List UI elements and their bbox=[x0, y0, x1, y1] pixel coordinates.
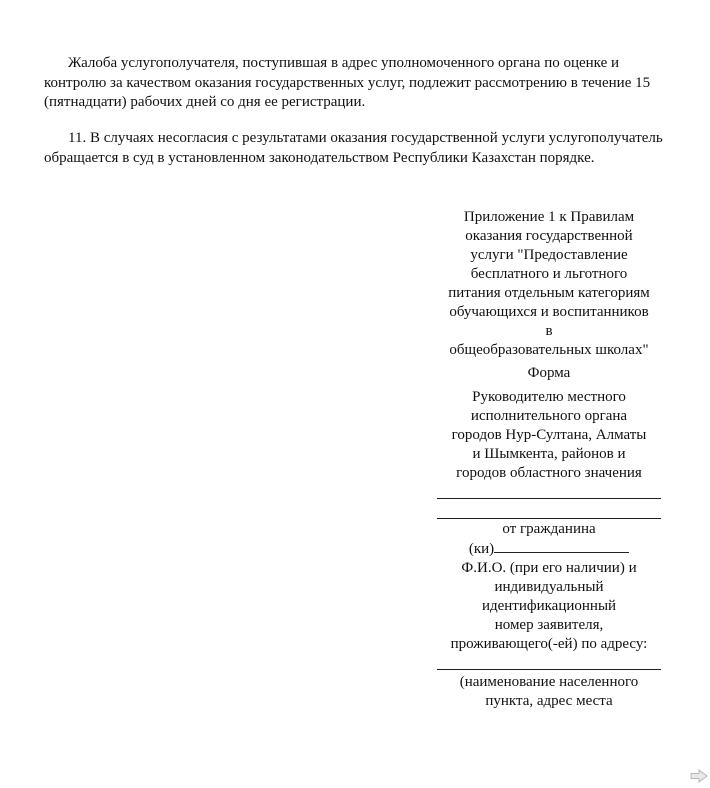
appendix-line: оказания государственной bbox=[465, 228, 633, 244]
addressee-line: исполнительного органа bbox=[470, 408, 628, 424]
appendix-line: общеобразовательных школах" bbox=[449, 342, 649, 358]
appendix-line: обучающихся и воспитанников bbox=[449, 304, 649, 320]
applicant-line: идентификационный bbox=[481, 598, 617, 614]
addressee-line: городов областного значения bbox=[456, 465, 642, 481]
applicant-line: проживающего(-ей) по адресу: bbox=[450, 636, 648, 652]
inline-blank-fill bbox=[494, 539, 629, 553]
addressee-line: городов Нур-Султана, Алматы bbox=[451, 427, 647, 443]
blank-fill-line bbox=[437, 498, 661, 499]
place-name-block bbox=[436, 673, 662, 711]
blank-fill-line bbox=[437, 518, 661, 519]
applicant-line: индивидуальный bbox=[494, 579, 604, 595]
gender-suffix: (ки) bbox=[468, 541, 495, 557]
next-page-arrow-icon-graphic bbox=[690, 769, 708, 783]
next-page-arrow-icon[interactable] bbox=[690, 769, 708, 783]
appendix-line: бесплатного и льготного bbox=[470, 266, 628, 282]
item-11-paragraph: 11. В случаях несогласия с результатами оказания государственной услуги услугополучатель обращается в суд в установленном законодательством Республики Казахстан порядке. bbox=[44, 130, 663, 166]
applicant-line: Ф.И.О. (при его наличии) и bbox=[461, 560, 637, 576]
appendix-line: в bbox=[545, 323, 553, 339]
addressee-line: Руководителю местного bbox=[472, 389, 626, 405]
blank-fill-line bbox=[437, 669, 661, 670]
appendix-line: питания отдельным категориям bbox=[448, 285, 650, 301]
addressee-block bbox=[436, 388, 662, 483]
appendix-line: Приложение 1 к Правилам bbox=[463, 209, 635, 225]
applicant-line: номер заявителя, bbox=[494, 617, 604, 633]
appendix-header bbox=[436, 208, 662, 360]
addressee-line: и Шымкента, районов и bbox=[472, 446, 626, 462]
gender-suffix-line bbox=[436, 539, 662, 559]
appendix-line: услуги "Предоставление bbox=[470, 247, 628, 263]
place-line: пункта, адрес места bbox=[485, 693, 613, 709]
complaint-paragraph: Жалоба услугополучателя, поступившая в адрес уполномоченного органа по оценке и контролю за качеством оказания государственных услуг, подлежит рассмотрению в течение 15 (пятнадцати) рабочих дней со дня ее регистрации. bbox=[44, 55, 651, 110]
applicant-block bbox=[436, 520, 662, 654]
place-line: (наименование населенного bbox=[459, 674, 639, 690]
form-label: Форма bbox=[527, 365, 571, 381]
from-citizen-line: от гражданина bbox=[502, 521, 596, 537]
